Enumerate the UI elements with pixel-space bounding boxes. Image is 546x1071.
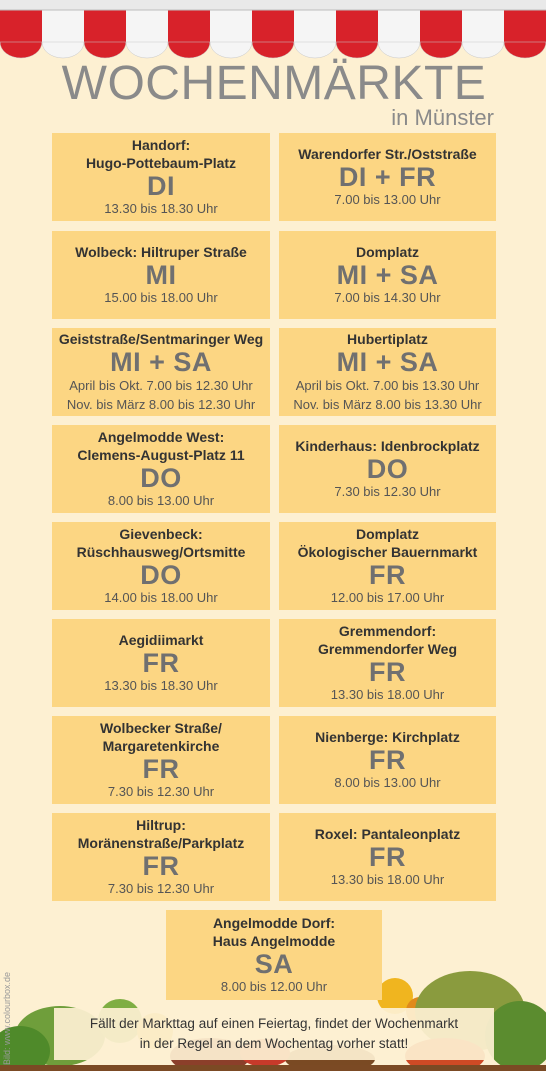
market-day: FR: [369, 745, 406, 775]
market-card: [52, 133, 270, 221]
market-time: 8.00 bis 13.00 Uhr: [107, 493, 215, 508]
market-time: 14.00 bis 18.00 Uhr: [104, 590, 218, 605]
market-card: [52, 813, 270, 901]
market-time: 13.30 bis 18.00 Uhr: [330, 687, 445, 702]
market-name: Wolbeck: Hiltruper Straße: [75, 244, 247, 260]
market-day: MI + SA: [336, 260, 439, 290]
market-time: 15.00 bis 18.00 Uhr: [104, 290, 218, 305]
market-day: DO: [140, 463, 182, 493]
market-time: 8.00 bis 13.00 Uhr: [334, 775, 441, 790]
market-day: DO: [366, 454, 409, 484]
market-card: [52, 716, 270, 804]
market-name: Gievenbeck: Rüschhausweg/Ortsmitte: [76, 526, 246, 560]
market-time: 8.00 bis 12.00 Uhr: [220, 979, 328, 994]
market-time: 7.30 bis 12.30 Uhr: [107, 784, 215, 799]
market-card: [279, 425, 496, 513]
page-subtitle: in Münster: [391, 105, 494, 130]
market-name: Wolbecker Straße/ Margaretenkirche: [100, 720, 222, 754]
market-card: [279, 813, 496, 901]
market-name: Warendorfer Str./Oststraße: [298, 146, 477, 162]
market-day: DO: [140, 560, 182, 590]
market-day: FR: [369, 560, 406, 590]
page-title: WOCHENMÄRKTE: [61, 57, 487, 110]
image-credit: Bild: www.colourbox.de: [2, 971, 12, 1065]
market-name: Domplatz Ökologischer Bauernmarkt: [297, 526, 478, 560]
market-time-winter: Nov. bis März 8.00 bis 12.30 Uhr: [66, 397, 256, 412]
market-time-summer: April bis Okt. 7.00 bis 12.30 Uhr: [69, 378, 253, 393]
market-card: [52, 328, 270, 416]
market-day: FR: [369, 657, 406, 687]
market-card: [279, 133, 496, 221]
holiday-note: [54, 1008, 494, 1060]
market-name: Angelmodde Dorf: Haus Angelmodde: [212, 915, 336, 949]
market-time: 7.00 bis 13.00 Uhr: [334, 192, 441, 207]
market-card: [52, 425, 270, 513]
market-card: [166, 910, 382, 1000]
market-day: MI + SA: [336, 347, 439, 377]
market-day: MI + SA: [110, 347, 212, 377]
market-name: Hiltrup: Moränenstraße/Parkplatz: [77, 817, 245, 851]
market-name: Geiststraße/Sentmaringer Weg: [58, 331, 264, 347]
market-card: [52, 231, 270, 319]
market-day: DI: [147, 171, 175, 201]
market-day: FR: [142, 851, 180, 881]
market-name: Hubertiplatz: [347, 331, 428, 347]
market-card: [52, 619, 270, 707]
holiday-note-line2: in der Regel an dem Wochentag vorher statt!: [139, 1036, 409, 1051]
market-name: Roxel: Pantaleonplatz: [314, 826, 461, 842]
market-card: [279, 522, 496, 610]
awning-illustration: [0, 0, 546, 60]
market-card: [279, 716, 496, 804]
market-name: Gremmendorf: Gremmendorfer Weg: [318, 623, 457, 657]
market-time: 7.00 bis 14.30 Uhr: [334, 290, 441, 305]
market-time: 7.30 bis 12.30 Uhr: [334, 484, 441, 499]
market-time: 7.30 bis 12.30 Uhr: [107, 881, 215, 896]
market-name: Aegidiimarkt: [118, 632, 204, 648]
market-day: SA: [254, 949, 294, 979]
market-time: 13.30 bis 18.30 Uhr: [104, 201, 218, 216]
market-card: [279, 619, 496, 707]
market-name: Handorf: Hugo-Pottebaum-Platz: [85, 137, 237, 171]
market-day: FR: [369, 842, 406, 872]
market-time: 13.30 bis 18.30 Uhr: [104, 678, 218, 693]
market-name: Domplatz: [356, 244, 419, 260]
market-name: Angelmodde West: Clemens-August-Platz 11: [77, 429, 245, 463]
market-time-winter: Nov. bis März 8.00 bis 13.30 Uhr: [293, 397, 482, 412]
market-card: [279, 231, 496, 319]
market-time: 13.30 bis 18.00 Uhr: [330, 872, 445, 887]
holiday-note-line1: Fällt der Markttag auf einen Feiertag, findet der Wochenmarkt: [89, 1016, 459, 1031]
market-card: [279, 328, 496, 416]
market-day: MI: [145, 260, 177, 290]
market-name: Nienberge: Kirchplatz: [315, 729, 460, 745]
market-day: FR: [142, 648, 180, 678]
market-day: DI + FR: [338, 162, 437, 192]
market-time: 12.00 bis 17.00 Uhr: [330, 590, 445, 605]
market-name: Kinderhaus: Idenbrockplatz: [295, 438, 480, 454]
market-day: FR: [142, 754, 180, 784]
market-time-summer: April bis Okt. 7.00 bis 13.30 Uhr: [295, 378, 480, 393]
market-card: [52, 522, 270, 610]
